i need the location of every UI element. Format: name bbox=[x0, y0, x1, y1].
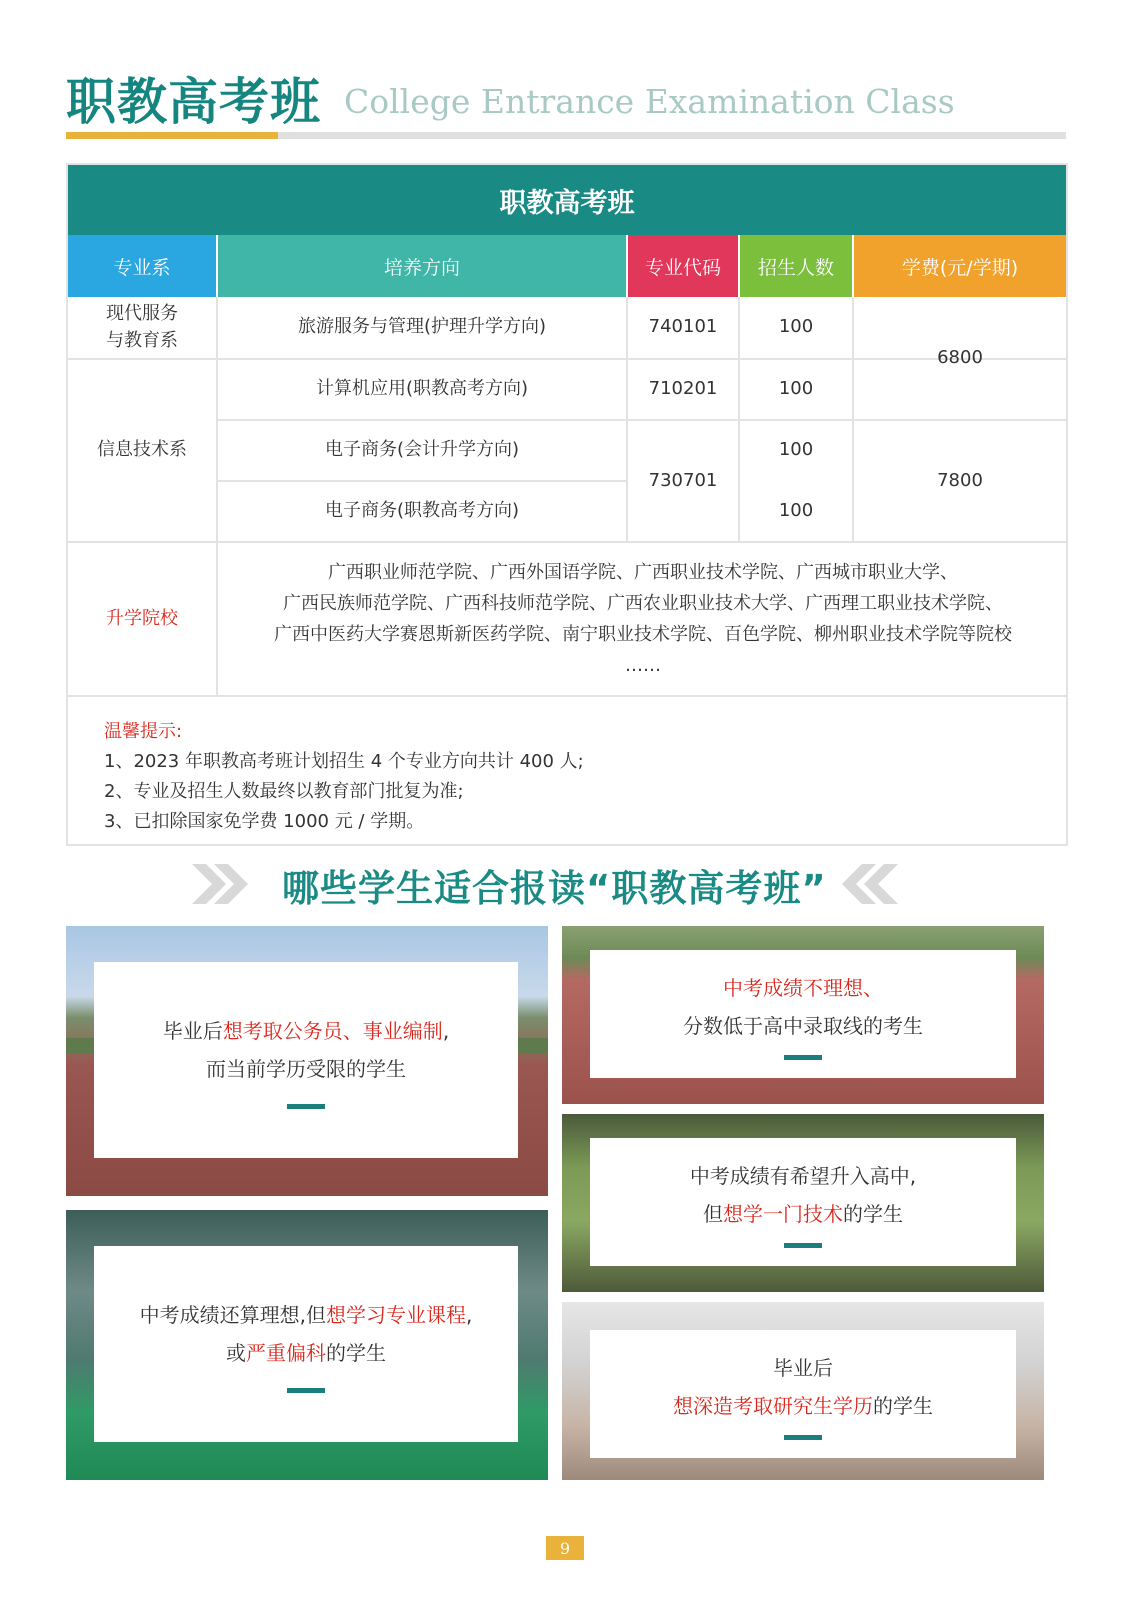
dept-line: 现代服务 bbox=[106, 303, 178, 325]
code-cell: 740101 bbox=[648, 316, 718, 338]
dept-line: 与教育系 bbox=[106, 329, 178, 351]
count-cell: 100 bbox=[778, 500, 814, 522]
tip-item: 2、专业及招生人数最终以教育部门批复为准; bbox=[104, 781, 464, 802]
card-line: 分数低于高中录取线的考生 bbox=[683, 1013, 923, 1038]
chevron-left-icon bbox=[838, 862, 898, 906]
header-fee: 学费(元/学期) bbox=[854, 235, 1066, 297]
table-rule bbox=[216, 543, 218, 695]
card-accent-bar bbox=[287, 1388, 325, 1393]
header-direction: 培养方向 bbox=[218, 235, 626, 297]
enrollment-table bbox=[66, 163, 1068, 846]
table-title: 职教高考班 bbox=[68, 165, 1066, 235]
dept-cell bbox=[68, 297, 216, 358]
schools-line: 广西民族师范学院、广西科技师范学院、广西农业职业技术大学、广西理工职业技术学院、 bbox=[283, 593, 1003, 614]
fee-cell: 7800 bbox=[937, 469, 983, 491]
direction-cell: 电子商务(职教高考方向) bbox=[324, 500, 520, 522]
card-line: 或严重偏科的学生 bbox=[226, 1340, 386, 1365]
count-cell: 100 bbox=[778, 378, 814, 400]
tip-item: 1、2023 年职教高考班计划招生 4 个专业方向共计 400 人; bbox=[104, 751, 584, 772]
card-line: 而当前学历受限的学生 bbox=[206, 1056, 406, 1081]
header-title-en: College Entrance Examination Class bbox=[344, 82, 955, 121]
count-cell: 100 bbox=[778, 439, 814, 461]
chevron-right-icon bbox=[192, 862, 252, 906]
schools-list bbox=[220, 543, 1066, 695]
audience-card bbox=[94, 1246, 518, 1442]
card-line: 中考成绩还算理想,但想学习专业课程, bbox=[139, 1302, 473, 1327]
header-code: 专业代码 bbox=[628, 235, 738, 297]
card-accent-bar bbox=[784, 1435, 822, 1440]
dept-cell: 信息技术系 bbox=[97, 439, 187, 461]
schools-line: 广西中医药大学赛恩斯新医药学院、南宁职业技术学院、百色学院、柳州职业技术学院等院校 bbox=[274, 624, 1012, 645]
header-title-cn: 职教高考班 bbox=[66, 72, 321, 131]
direction-cell: 旅游服务与管理(护理升学方向) bbox=[297, 316, 547, 338]
card-accent-bar bbox=[287, 1104, 325, 1109]
tips-title: 温馨提示: bbox=[104, 721, 183, 742]
card-accent-bar bbox=[784, 1055, 822, 1060]
tip-item: 3、已扣除国家免学费 1000 元 / 学期。 bbox=[104, 811, 425, 832]
schools-line: …… bbox=[625, 655, 661, 676]
count-cell: 100 bbox=[778, 316, 814, 338]
schools-line: 广西职业师范学院、广西外国语学院、广西职业技术学院、广西城市职业大学、 bbox=[328, 562, 958, 583]
code-cell: 710201 bbox=[648, 378, 718, 400]
audience-card bbox=[590, 950, 1016, 1078]
audience-card bbox=[94, 962, 518, 1158]
card-line: 中考成绩有希望升入高中, bbox=[689, 1163, 917, 1188]
card-line: 毕业后 bbox=[773, 1355, 833, 1380]
tips-block bbox=[104, 717, 584, 837]
fee-cell: 6800 bbox=[937, 346, 983, 368]
table-rule bbox=[68, 695, 1066, 697]
card-accent-bar bbox=[784, 1243, 822, 1248]
section-heading bbox=[0, 858, 1131, 918]
card-line: 想深造考取研究生学历的学生 bbox=[673, 1393, 933, 1418]
section-title: 哪些学生适合报读“职教高考班” bbox=[282, 867, 827, 910]
page-number: 9 bbox=[546, 1536, 584, 1560]
audience-card bbox=[590, 1330, 1016, 1458]
page-header bbox=[66, 58, 1066, 148]
header-accent-bar bbox=[66, 132, 278, 139]
card-line: 中考成绩不理想、 bbox=[723, 975, 883, 1000]
header-dept: 专业系 bbox=[68, 235, 216, 297]
direction-cell: 计算机应用(职教高考方向) bbox=[315, 378, 529, 400]
code-cell: 730701 bbox=[648, 469, 718, 491]
audience-card bbox=[590, 1138, 1016, 1266]
card-line: 但想学一门技术的学生 bbox=[703, 1201, 903, 1226]
direction-cell: 电子商务(会计升学方向) bbox=[324, 439, 520, 461]
schools-label: 升学院校 bbox=[106, 607, 178, 629]
header-count: 招生人数 bbox=[740, 235, 852, 297]
card-line: 毕业后想考取公务员、事业编制, bbox=[162, 1018, 450, 1043]
